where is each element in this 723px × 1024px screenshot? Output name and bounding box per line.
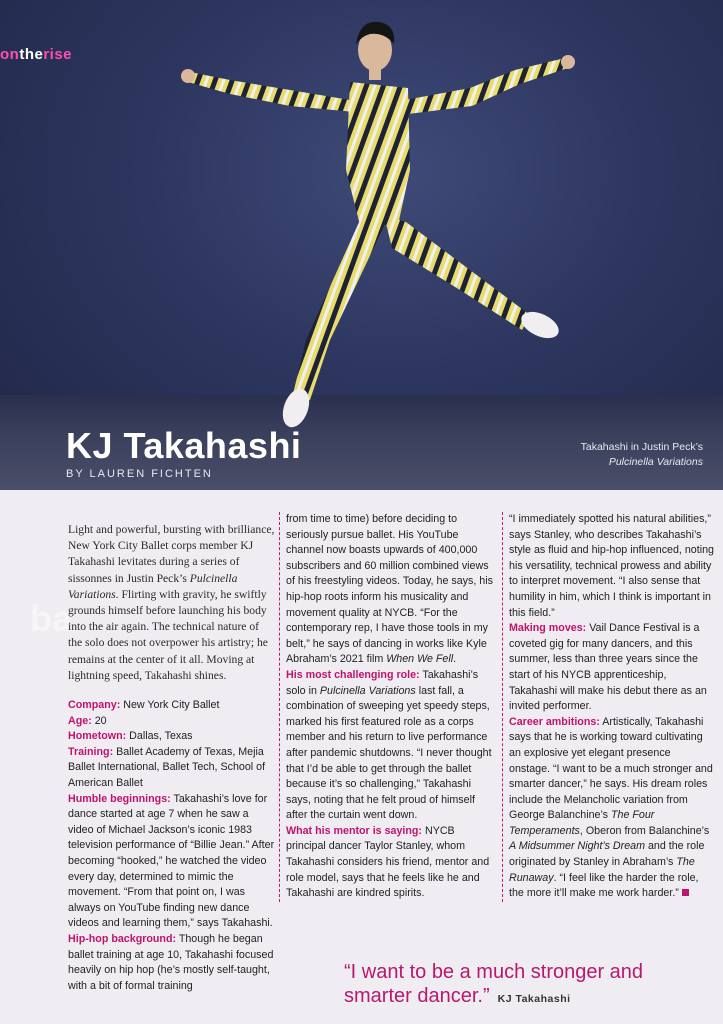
- fact-hometown: Hometown: Dallas, Texas: [68, 730, 193, 743]
- caption-work-title: Pulcinella Variations: [608, 456, 703, 468]
- fact-training: Training: Ballet Academy of Texas, Mejia Ballet International, Ballet Tech, School of American Ballet: [68, 745, 266, 789]
- section-kicker: ontherise: [0, 46, 73, 63]
- pull-quote-attribution: KJ Takahashi: [497, 993, 571, 1005]
- section-making-moves: Making moves: Vail Dance Festival is a coveted gig for many dancers, and this summer, less than three years since the start of his NYCB apprenticeship, Takahashi will make his debut there as an invited performer.: [509, 622, 707, 713]
- mentor-quote: “I immediately spotted his natural abilities,” says Stanley, who describes Takahashi’s style as fluid and hip-hop influenced, noting his versatility, technical prowess and ability to interpret movement. “I also sense that humility in him, which I think is important in this field.”: [509, 513, 714, 619]
- section-challenging-role: His most challenging role: Takahashi’s solo in Pulcinella Variations last fall, a combination of sweeping yet speedy steps, marked his first featured role as a corps member and his return to live performance after pandemic shutdowns. “I never thought that I’d be able to get through the ballet because it’s so challenging,” Takahashi says, noting that he felt proud of himself after the curtain went down.: [286, 668, 492, 822]
- byline: BY LAUREN FICHTEN: [66, 468, 213, 480]
- pull-quote: [344, 960, 664, 1011]
- hero-photo: [0, 0, 723, 490]
- fact-age: Age: 20: [68, 714, 107, 727]
- column-3: [502, 512, 714, 902]
- section-hiphop-background: Hip-hop background: Though he began ballet training at age 10, Takahashi focused heavily on hip hop (he’s mostly self-taught, with a bit of formal training: [68, 932, 274, 992]
- fact-company: Company: New York City Ballet: [68, 699, 220, 712]
- section-mentor: What his mentor is saying: NYCB principal dancer Taylor Stanley, whom Takahashi considers his friend, mentor and role model, says that he feels like he and Takahashi are kindred spirits.: [286, 824, 490, 900]
- section-career-ambitions: Career ambitions: Artistically, Takahashi says that he is working toward cultivating an explosive yet elegant presence onstage. “I want to be a much stronger and smarter dancer,” he says. His dream roles include the Melancholic variation from George Balanchine’s The Four Temperaments, Oberon from Balanchine’s A Midsummer Night’s Dream and the role originated by Stanley in Abraham’s The Runaway. “I feel like the harder the role, the more it’ll make me work harder.”: [509, 715, 713, 900]
- intro-paragraph: Light and powerful, bursting with brilliance, New York City Ballet corps member KJ Takahashi levitates during a series of sissonnes in Justin Peck’s Pulcinella Variations. Flirting with gravity, he swiftly grounds himself before launching his body into the air again. The technical nature of the solo does not overpower his artistry; he remains at the center of it all. Moving at lightning speed, Takahashi shines.: [68, 523, 275, 682]
- column-1: [68, 512, 276, 994]
- end-mark-icon: [682, 889, 689, 896]
- bleed-through-text: ba: [30, 598, 73, 639]
- article-headline: KJ Takahashi: [66, 425, 302, 466]
- dancer-illustration: [170, 10, 590, 440]
- section-humble-beginnings: Humble beginnings: Takahashi’s love for dance started at age 7 when he saw a video of Michael Jackson’s iconic 1983 television performance of “Billie Jean.” After becoming “hooked,” he watched the video every day, determined to mimic the movement. “From that point on, I was always on YouTube finding new dance videos and learning them,” says Takahashi.: [68, 792, 275, 930]
- pull-quote-text: “I want to be a much stronger and smarter dancer.”: [344, 961, 644, 1007]
- column-2: [279, 512, 494, 902]
- caption-line: Takahashi in Justin Peck’s: [580, 441, 703, 453]
- hiphop-continued: from time to time) before deciding to seriously pursue ballet. His YouTube channel now boasts upwards of 400,000 subscribers and 60 million combined views of his freestyling videos. Today, he says, his hip-hop roots inform his musicality and movement quality at NYCB. “For the contemporary rep, I have those tools in my belt,” he says of dancing in works like Kyle Abraham’s 2021 film When We Fell.: [286, 513, 493, 666]
- photo-caption: [503, 440, 703, 470]
